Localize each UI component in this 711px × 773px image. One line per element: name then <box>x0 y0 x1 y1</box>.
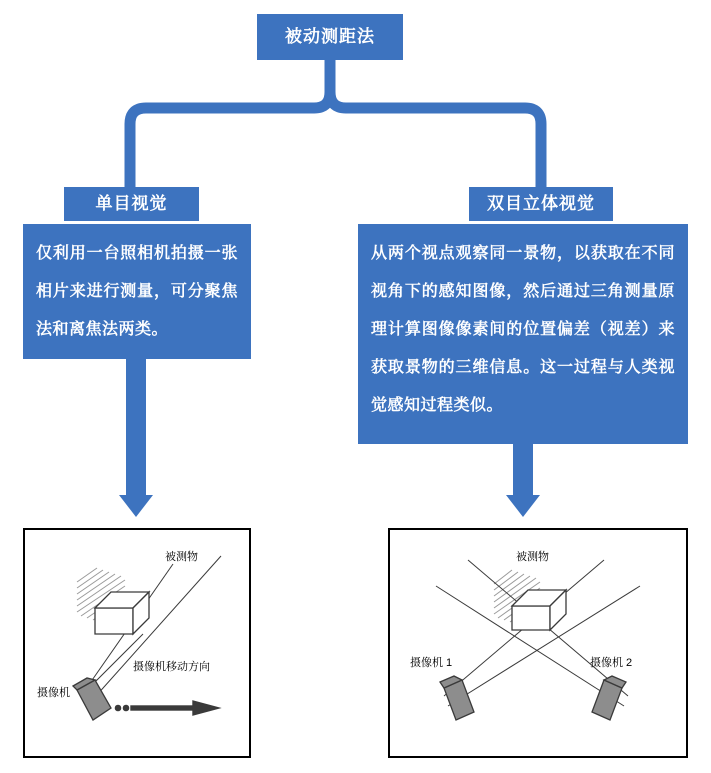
figure-label-camera2: 摄像机 2 <box>590 657 633 669</box>
figure-binocular-svg <box>390 530 686 756</box>
arrow-head-monocular <box>119 495 153 517</box>
arrow-shaft-monocular <box>126 359 146 499</box>
figure-label-camera1: 摄像机 1 <box>410 657 453 669</box>
branch-title-binocular[interactable]: 双目立体视觉 <box>469 187 613 221</box>
branch-title-monocular[interactable]: 单目视觉 <box>64 187 199 221</box>
branch-description-monocular: 仅利用一台照相机拍摄一张相片来进行测量，可分聚焦法和离焦法两类。 <box>23 224 251 359</box>
figure-label-object: 被测物 <box>516 551 549 563</box>
figure-monocular <box>23 528 251 758</box>
branch-description-binocular: 从两个视点观察同一景物，以获取在不同视角下的感知图像，然后通过三角测量原理计算图像像素间的位置偏差（视差）来获取景物的三维信息。这一过程与人类视觉感知过程类似。 <box>358 224 688 444</box>
figure-label-motion: 摄像机移动方向 <box>133 661 210 673</box>
figure-binocular <box>388 528 688 758</box>
figure-label-camera: 摄像机 <box>37 687 70 699</box>
root-node[interactable]: 被动测距法 <box>257 14 403 60</box>
arrow-head-binocular <box>506 495 540 517</box>
figure-monocular-svg <box>25 530 249 756</box>
figure-label-object: 被测物 <box>165 551 198 563</box>
arrow-shaft-binocular <box>513 444 533 499</box>
